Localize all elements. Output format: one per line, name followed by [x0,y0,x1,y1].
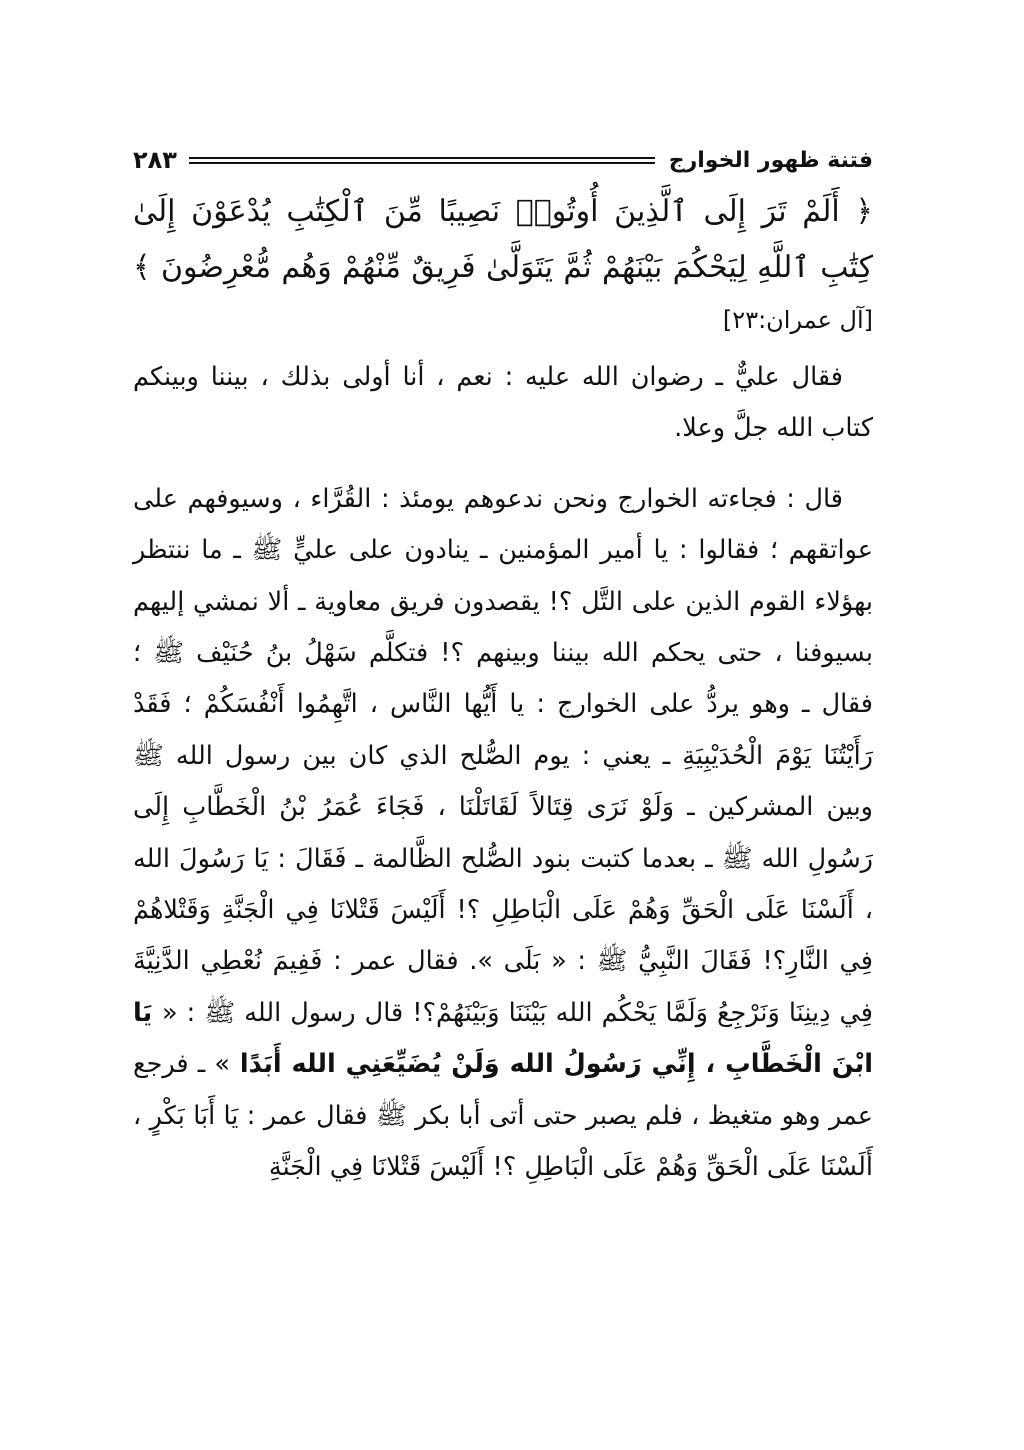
page-header [133,140,873,180]
header-rule [189,157,655,164]
paragraph-1 [133,352,873,455]
paragraph-2 [133,474,873,1194]
paragraph-2-text-a: قال : فجاءته الخوارج ونحن ندعوهم يومئذ : القُرَّاء ، وسيوفهم على عواتقهم ؛ فقالوا : يا أمير المؤمنين ـ ينادون على عليٍّ ﷺ ـ ما ننتظر بهؤلاء القوم الذين على التَّل ؟! يقصدون فريق معاوية ـ ألا نمشي إليهم بسيوفنا ، حتى يحكم الله بيننا وبينهم ؟! فتكلَّم سَهْلُ بنُ حُنَيْف ﷺ ؛ فقال ـ وهو يردُّ على الخوارج : يا أَيُّها النَّاس ، اتَّهِمُوا أَنْفُسَكُمْ ؛ فَقَدْ رَأَيْتُنَا يَوْمَ الْحُدَيْبِيَةِ ـ يعني : يوم الصُّلح الذي كان بين رسول الله ﷺ وبين المشركين ـ وَلَوْ نَرَى قِتَالاً لَقَاتَلْنَا ، فَجَاءَ عُمَرُ بْنُ الْخَطَّابِ إِلَى رَسُولِ الله ﷺ ـ بعدما كتبت بنود الصُّلح الظَّالمة ـ فَقَالَ : يَا رَسُولَ الله ، أَلَسْنَا عَلَى الْحَقِّ وَهُمْ عَلَى الْبَاطِلِ ؟! أَلَيْسَ قَتْلانَا فِي الْجَنَّةِ وَقَتْلاهُمْ فِي النَّارِ؟! فَقَالَ النَّبِيُّ ﷺ : « بَلَى ». فقال عمر : فَفِيمَ نُعْطِي الدَّنِيَّةَ فِي دِينِنَا وَنَرْجِعُ وَلَمَّا يَحْكُم الله بَيْنَنَا وَبَيْنَهُمْ؟! قال رسول الله ﷺ : « [133,483,873,1028]
book-page [133,140,873,1194]
paragraph-1-text: فقال عليٌّ ـ رضوان الله عليه : نعم ، أنا أولى بذلك ، بيننا وبينكم كتاب الله جلَّ وعلا. [133,362,873,444]
page-number: ٢٨٣ [133,146,177,174]
verse-reference: [آل عمران:٢٣] [722,306,873,334]
running-title: فتنة ظهور الخوارج [668,147,873,173]
paragraph-2-bold-quote: يَا ابْنَ الْخَطَّابِ ، إِنِّي رَسُولُ الله وَلَنْ يُضَيِّعَنِي الله أَبَدًا [133,997,873,1080]
paragraph-2-text-b: » ـ فرجع عمر وهو متغيظ ، فلم يصبر حتى أتى أبا بكر ﷺ فقال عمر : يَا أَبَا بَكْرٍ ، أَلَسْنَا عَلَى الْحَقِّ وَهُمْ عَلَى الْبَاطِلِ ؟! أَلَيْسَ قَتْلانَا فِي الْجَنَّةِ [133,1049,873,1183]
quran-verse: ﴿ أَلَمْ تَرَ إِلَى ٱلَّذِينَ أُوتُوا۟ نَصِيبًا مِّنَ ٱلْكِتَٰبِ يُدْعَوْنَ إِلَىٰ كِتَٰبِ ٱللَّهِ لِيَحْكُمَ بَيْنَهُمْ ثُمَّ يَتَوَلَّىٰ فَرِيقٌ مِّنْهُمْ وَهُم مُّعْرِضُونَ ﴾ [133,194,873,285]
